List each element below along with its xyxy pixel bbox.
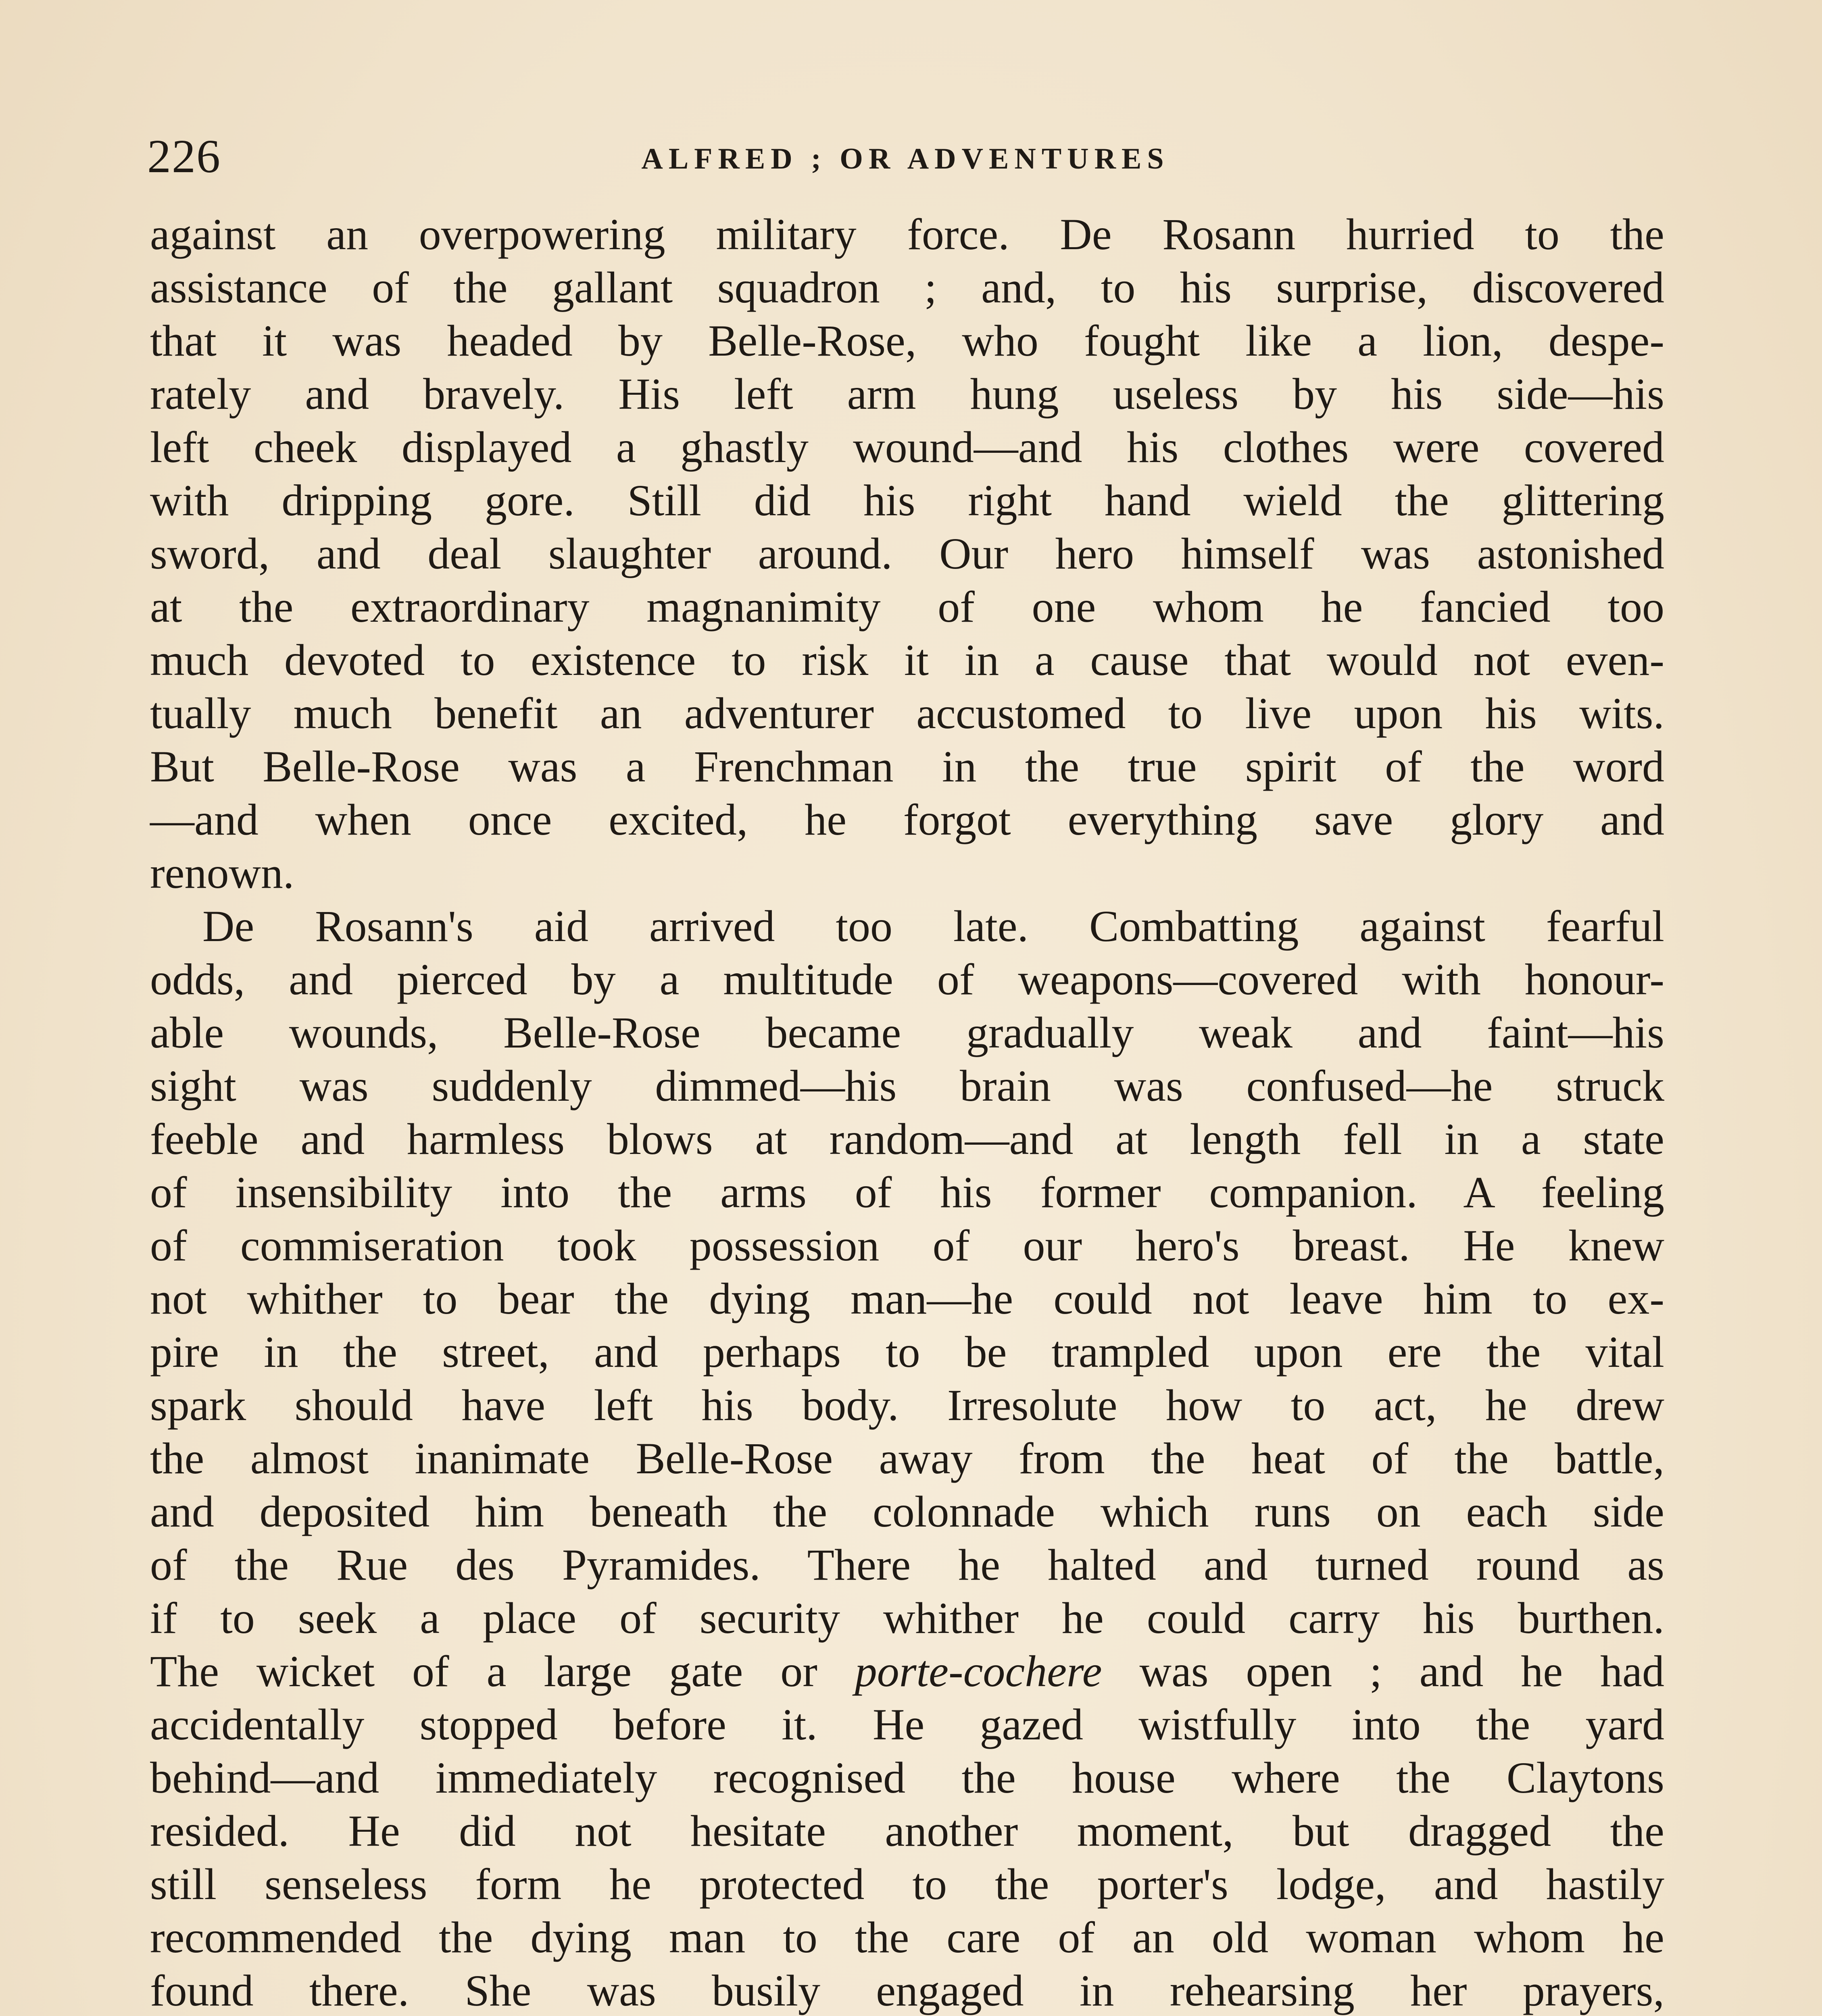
text-line: feeble and harmless blows at random—and at length fell in a state	[150, 1114, 1664, 1164]
text-line: behind—and immediately recognised the house where the Claytons	[150, 1753, 1664, 1802]
text-line: accidentally stopped before it. He gazed wistfully into the yard	[150, 1700, 1664, 1749]
text-line: at the extraordinary magnanimity of one whom he fancied too	[150, 582, 1664, 631]
text-line: found there. She was busily engaged in rehearsing her prayers,	[150, 1966, 1664, 2015]
text-line-italic	[150, 1645, 1664, 1698]
running-head: ALFRED ; OR ADVENTURES	[641, 142, 1169, 175]
text-line: still senseless form he protected to the porter's lodge, and hastily	[150, 1860, 1664, 1909]
text-line: left cheek displayed a ghastly wound—and his clothes were covered	[150, 423, 1664, 472]
text-line: sword, and deal slaughter around. Our hero himself was astonished	[150, 529, 1664, 578]
paragraph-start-line: De Rosann's aid arrived too late. Combatting against fearful	[202, 902, 1664, 951]
text-line: that it was headed by Belle-Rose, who fought like a lion, despe-	[150, 316, 1664, 365]
body-text	[150, 208, 1664, 2016]
text-line: of the Rue des Pyramides. There he halted and turned round as	[150, 1540, 1664, 1589]
text-line: not whither to bear the dying man—he could not leave him to ex-	[150, 1274, 1664, 1323]
text-line: sight was suddenly dimmed—his brain was confused—he struck	[150, 1061, 1664, 1110]
text-line: able wounds, Belle-Rose became gradually weak and faint—his	[150, 1008, 1664, 1057]
page-header	[147, 121, 1664, 202]
text-line: of insensibility into the arms of his former companion. A feeling	[150, 1168, 1664, 1217]
text-line: much devoted to existence to risk it in a cause that would not even-	[150, 635, 1664, 685]
text-line: spark should have left his body. Irresolute how to act, he drew	[150, 1381, 1664, 1430]
text-line: pire in the street, and perhaps to be trampled upon ere the vital	[150, 1327, 1664, 1377]
text-line: But Belle-Rose was a Frenchman in the true spirit of the word	[150, 742, 1664, 791]
text-line: against an overpowering military force. De Rosann hurried to the	[150, 210, 1664, 259]
text-line: of commiseration took possession of our hero's breast. He knew	[150, 1221, 1664, 1270]
page-number: 226	[147, 130, 221, 183]
text-line: and deposited him beneath the colonnade which runs on each side	[150, 1487, 1664, 1536]
text-segment: was open ; and he had	[1102, 1647, 1664, 1696]
text-line: renown.	[150, 848, 294, 898]
italic-term: porte-cochere	[855, 1647, 1102, 1696]
text-line: if to seek a place of security whither he could carry his burthen.	[150, 1593, 1664, 1643]
text-line: assistance of the gallant squadron ; and, to his surprise, discovered	[150, 263, 1664, 312]
text-line: with dripping gore. Still did his right hand wield the glittering	[150, 476, 1664, 525]
text-line: the almost inanimate Belle-Rose away from the heat of the battle,	[150, 1434, 1664, 1483]
text-line: recommended the dying man to the care of an old woman whom he	[150, 1913, 1664, 1962]
text-line: tually much benefit an adventurer accustomed to live upon his wits.	[150, 689, 1664, 738]
text-segment: The wicket of a large gate or	[150, 1647, 855, 1696]
text-line: odds, and pierced by a multitude of weapons—covered with honour-	[150, 955, 1664, 1004]
text-line: —and when once excited, he forgot everything save glory and	[150, 795, 1664, 844]
text-line: resided. He did not hesitate another moment, but dragged the	[150, 1806, 1664, 1856]
text-line: rately and bravely. His left arm hung useless by his side—his	[150, 369, 1664, 419]
